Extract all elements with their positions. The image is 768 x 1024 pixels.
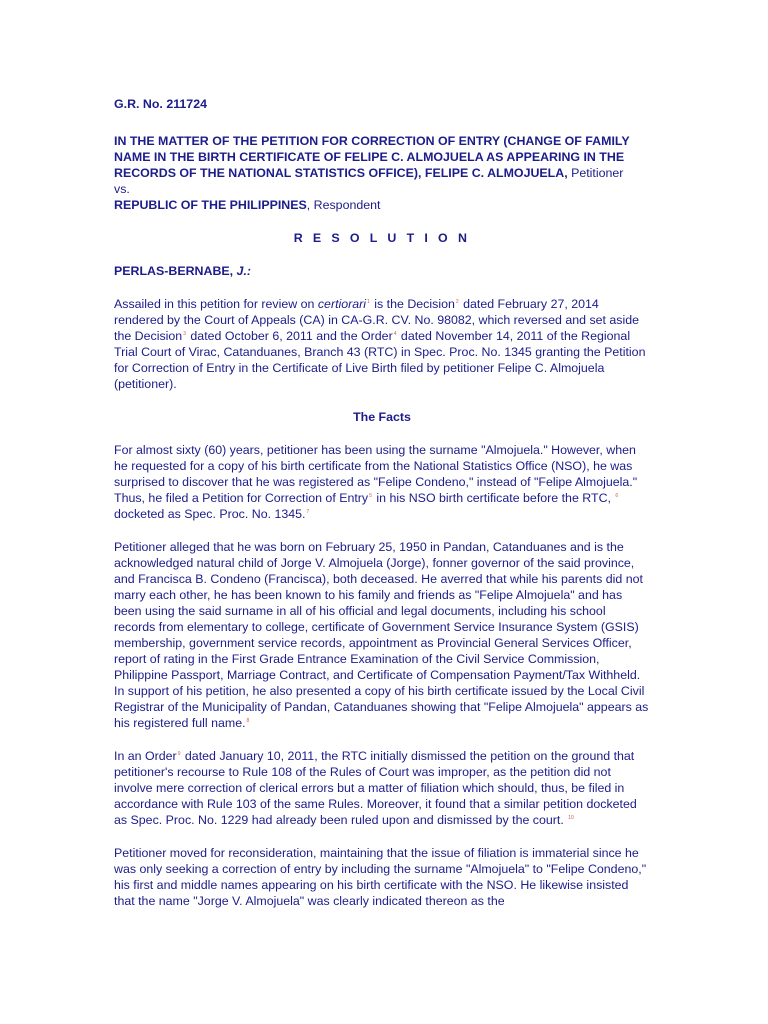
case-number: G.R. No. 211724 (114, 97, 207, 111)
paragraph-italic-text: certiorari (317, 297, 367, 311)
paragraph-text: dated November 14, 2011 of the Regional Trial Court of Virac, Catanduanes, Branch 43 (RTC) in Spec. Proc. No. 1345 granting the Petition for Correction of Entry in the Certificate of Live Birth filed by petitioner Felipe C. Almojuela (petitioner). (114, 329, 646, 391)
petition-title: IN THE MATTER OF THE PETITION FOR CORRECTION OF ENTRY (CHANGE OF FAMILY NAME IN THE BIRTH CERTIFICATE OF FELIPE C. ALMOJUELA AS APPEARING IN THE RECORDS OF THE NATIONAL STATISTICS OFFICE), FELIPE C. ALMOJUELA, (114, 134, 630, 180)
versus-label: vs. (114, 182, 130, 196)
footnote-ref-10[interactable]: 10 (568, 815, 574, 821)
footnote-ref-1[interactable]: 1 (367, 299, 370, 305)
footnote-ref-2[interactable]: 2 (455, 299, 459, 305)
footnote-ref-7[interactable]: 7 (306, 509, 310, 515)
footnote-ref-4[interactable]: 4 (393, 331, 397, 337)
paragraph-text: For almost sixty (60) years, petitioner has been using the surname "Almojuela." However, when he requested for a copy of his birth certificate from the National Statistics Office (NSO), he was surprised to discover that he was registered as "Felipe Condeno," instead of "Felipe Almojuela." Thus, he filed a Petition for Correction of Entry (114, 443, 638, 505)
paragraph-text: Assailed in this petition for review on (114, 297, 318, 311)
paragraph-text: In an Order (114, 749, 177, 763)
paragraph-3 (114, 539, 650, 731)
footnote-ref-6[interactable]: 6 (615, 493, 619, 499)
paragraph-text: Petitioner alleged that he was born on February 25, 1950 in Pandan, Catanduanes and is the acknowledged natural child of Jorge V. Almojuela (Jorge), fonner governor of the said province, and Francisca B. Condeno (Francisca), both deceased. He averred that while his parents did not marry each other, he has been known to his family and friends as "Felipe Almojuela" and has been using the said surname in all of his official and legal documents, including his school records from elementary to college, certificate of Government Service Insurance System (GSIS) membership, government service records, appointment as Provincial General Services Officer, report of rating in the First Grade Entrance Examination of the Civil Service Commission, Philippine Passport, Marriage Contract, and Certificate of Compensation Payment/Tax Withheld. In support of his petition, he also presented a copy of his birth certificate issued by the Local Civil Registrar of the Municipality of Pandan, Catanduanes showing that "Felipe Almojuela" appears as his registered full name. (114, 540, 649, 730)
paragraph-text: dated January 10, 2011, the RTC initially dismissed the petition on the ground that petitioner's recourse to Rule 108 of the Rules of Court was improper, as the petition did not involve mere correction of clerical errors but a matter of filiation which should, thus, be filed in accordance with Rule 103 of the same Rules. Moreover, it found that a similar petition docketed as Spec. Proc. No. 1229 had already been ruled upon and dismissed by the court. (114, 749, 637, 827)
paragraph-text: is the Decision (370, 297, 455, 311)
paragraph-1 (114, 296, 650, 392)
respondent-name: REPUBLIC OF THE PHILIPPINES (114, 198, 307, 212)
paragraph-4 (114, 748, 650, 828)
resolution-heading: R E S O L U T I O N (293, 231, 471, 245)
paragraph-text: docketed as Spec. Proc. No. 1345. (114, 507, 306, 521)
paragraph-text: in his NSO birth certificate before the RTC, (372, 491, 615, 505)
ponente-title: J.: (236, 264, 252, 278)
footnote-ref-9[interactable]: 9 (177, 751, 181, 757)
paragraph-text: dated February 27, 2014 rendered by the Court of Appeals (CA) in CA-G.R. CV. No. 98082, which reversed and set aside the Decision (114, 297, 640, 343)
facts-heading: The Facts (353, 410, 411, 424)
paragraph-text: dated October 6, 2011 and the Order (186, 329, 393, 343)
footnote-ref-3[interactable]: 3 (183, 331, 186, 337)
paragraph-5: Petitioner moved for reconsideration, maintaining that the issue of filiation is immaterial since he was only seeking a correction of entry by including the surname "Almojuela" to "Felipe Condeno," his first and middle names appearing on his birth certificate with the NSO. He likewise insisted that the name "Jorge V. Almojuela" was clearly indicated thereon as the (114, 846, 647, 908)
resolution-document (114, 90, 650, 909)
petitioner-role: Petitioner (567, 166, 624, 180)
footnote-ref-8[interactable]: 8 (246, 718, 250, 724)
footnote-ref-5[interactable]: 5 (369, 493, 372, 499)
ponente (114, 263, 650, 279)
respondent-role: , Respondent (306, 198, 381, 212)
ponente-name: PERLAS-BERNABE, (114, 264, 237, 278)
paragraph-2 (114, 442, 650, 522)
case-caption (114, 133, 650, 213)
